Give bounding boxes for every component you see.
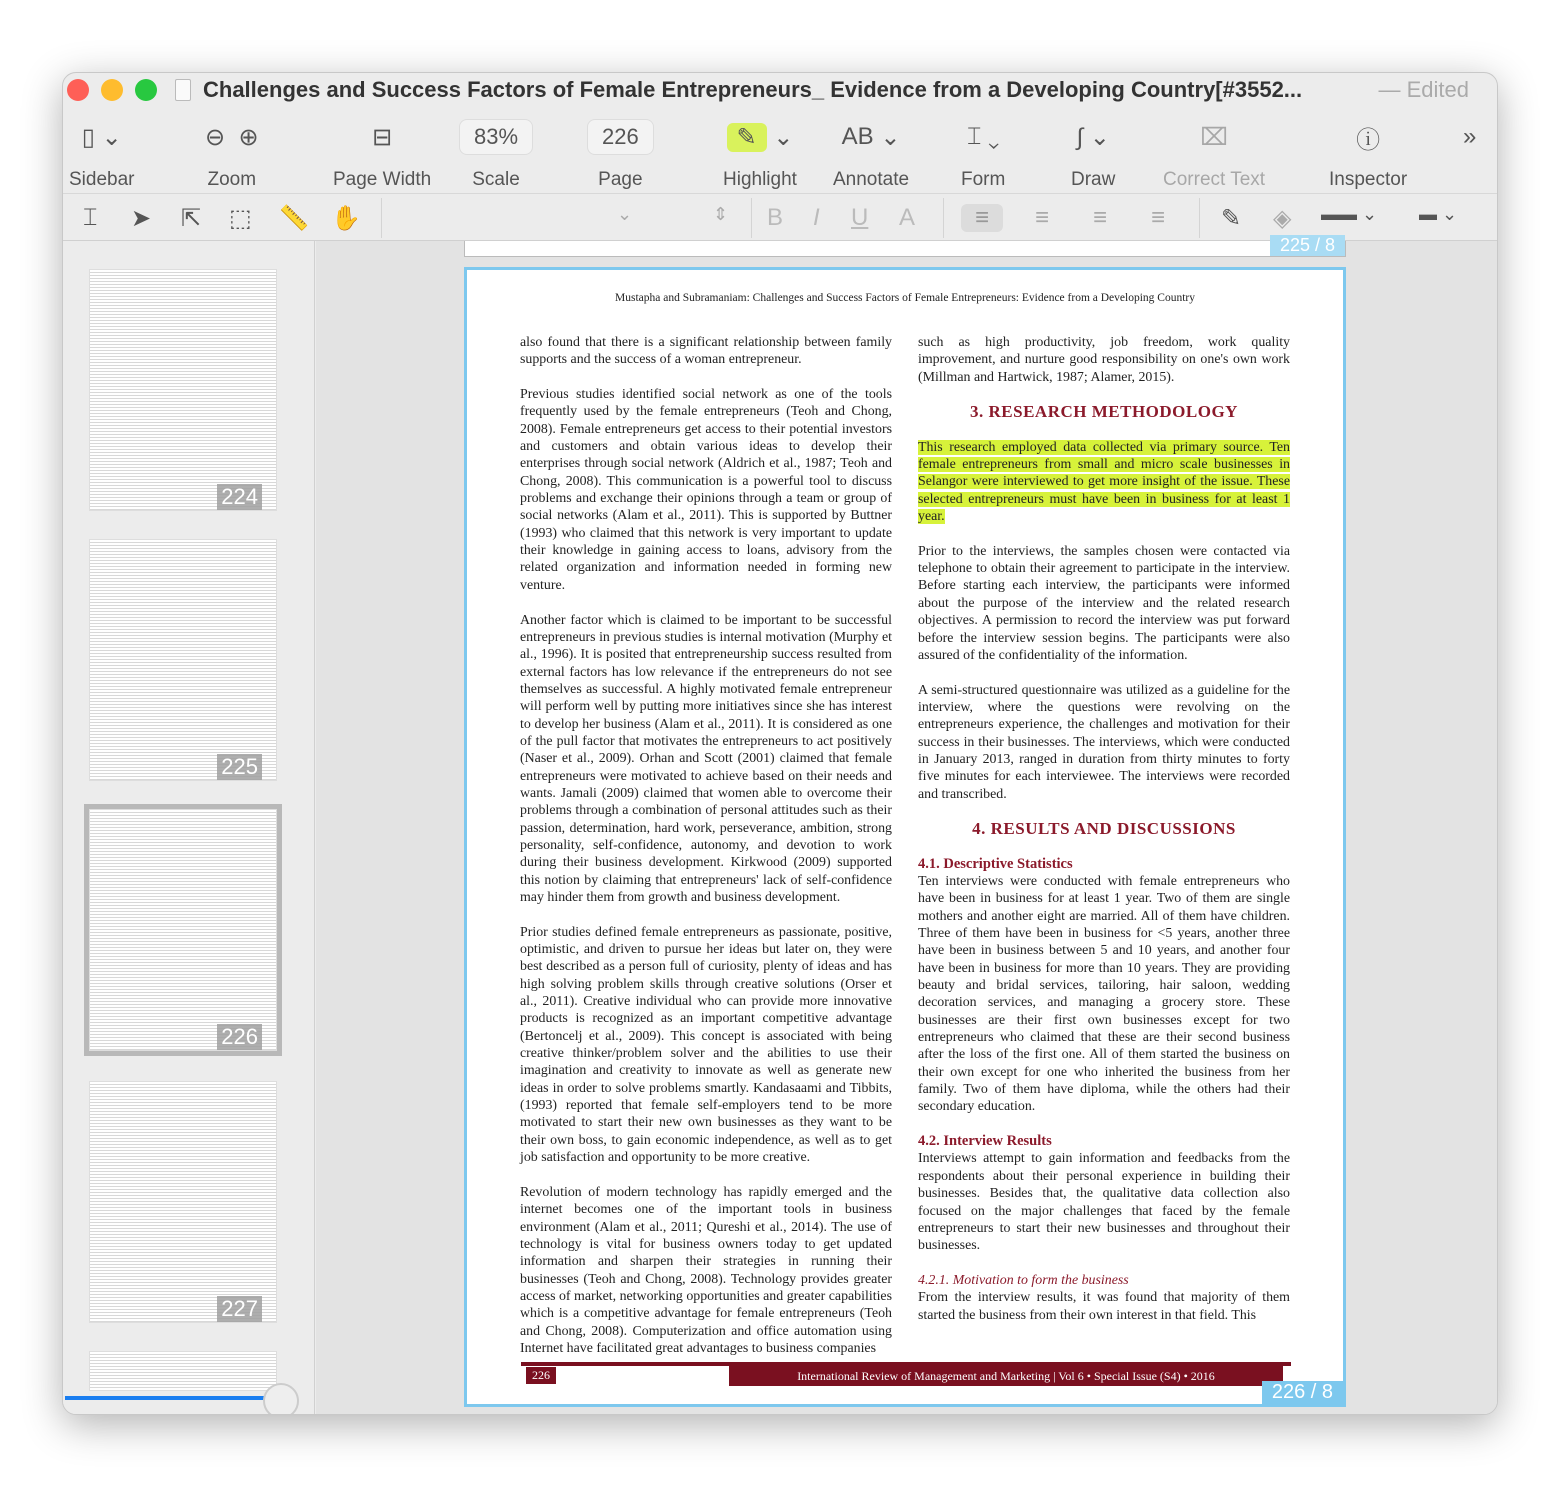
- paragraph: Previous studies identified social network as one of the tools frequently used by the female entrepreneurs (Teoh and Chong, 2008). Female entrepreneurs get access to their potential investors and customers and obtain various ideas to develop their enterprises through social network (Aldrich et al., 1987; Teoh and Chong, 2008). This communication is a powerful tool to discuss problems and exchange their opinions through a team or group of social networks (Alam et al., 2011). This is supported by Buttner (1993) who claimed that this network is very important to update their knowledge in gaining access to loans, advisory from the related organization and information needed in forming new venture.: [520, 387, 892, 593]
- draw-icon: ∫ ⌄: [1076, 123, 1110, 151]
- text-color-button[interactable]: A: [899, 204, 916, 231]
- right-column: [918, 334, 1290, 1341]
- zoom-buttons[interactable]: ⊖ ⊕ Zoom: [205, 117, 259, 191]
- paragraph: such as high productivity, job freedom, work quality improvement, and nurture good responsibility on one's own work (Millman and Hartwick, 1987; Alamer, 2015).: [918, 335, 1290, 385]
- section-heading: 4. RESULTS AND DISCUSSIONS: [972, 819, 1236, 839]
- form-icon: ⌶ ⌄: [966, 123, 1000, 150]
- inspector-button[interactable]: ⓘ Inspector: [1329, 117, 1407, 191]
- title-bar: [63, 73, 1497, 109]
- paragraph: Prior to the interviews, the samples chosen were contacted via telephone to obtain their agreement to participate in the interview. Before starting each interview, the participants were informed about the purpose of the interview and the related research objectives. A permission to record the interview was put forward before the interview session begins. The participants were also assured of the confidentiality of the information.: [918, 543, 1290, 663]
- highlighter-icon: ✎ ⌄: [723, 117, 797, 157]
- sidebar-button[interactable]: ▯ ⌄ Sidebar: [69, 117, 135, 191]
- previous-page: 225 / 8: [464, 241, 1346, 257]
- page-footer: [521, 1362, 1291, 1384]
- document-view[interactable]: [316, 235, 1498, 1415]
- toolbar: [63, 109, 1497, 193]
- correct-text-icon: ⌧: [1200, 123, 1228, 151]
- paragraph: A semi-structured questionnaire was utilized as a guideline for the interview, where the questions were revolving on the entrepreneurs experience, the challenges and motivation for their success in their businesses. The interviews, which were conducted in January 2013, ranged in duration from thirty minutes to forty five minutes for each interviewee. The interviews were recorded and transcribed.: [918, 682, 1290, 802]
- section-heading: 3. RESEARCH METHODOLOGY: [970, 402, 1238, 422]
- form-button[interactable]: ⌶ ⌄ Form: [961, 117, 1005, 191]
- annotate-icon: AB: [841, 123, 874, 150]
- more-button[interactable]: [1463, 117, 1476, 157]
- left-column: [520, 334, 892, 1375]
- paragraph: Revolution of modern technology has rapidly emerged and the internet becomes one of the important tools in business environment (Alam et al., 2011; Qureshi et al., 2014). The use of technology is vital for business owners today to get updated information and sharpen their strategies in running their businesses (Teoh and Chong, 2008). Technology provides greater access of market, networking opportunities and greater capabilities which is a competitive advantage for female entrepreneurs (Teoh and Chong, 2008). Computerization and office automation using Internet have facilitated great advantages to business companies: [520, 1184, 892, 1356]
- paragraph: Prior studies defined female entrepreneurs as passionate, positive, optimistic, and driven to pursue her ideas but later on, they were best described as a person full of curiosity, plenty of ideas and has high solving problem skills through creative solutions (Orser et al., 2011). Creative individual who can provide more innovative products is recognized as an important competitive advantage (Bertoncelj et al., 2009). This concept is associated with being creative thinker/problem solver and the abilities to use their imagination and creativity to innovate as well as generate new ideas in order to solve problems smartly. Kandasaami and Tibbits, (1993) reported that female self-employers tend to be more motivated to start their new own businesses as they want to be their own boss, to gain economic independence, as well as to get job satisfaction and opportunity to be more creative.: [520, 924, 892, 1166]
- fill-color-icon[interactable]: ◈: [1273, 205, 1292, 232]
- highlight-button[interactable]: ✎ ⌄ Highlight: [723, 117, 797, 191]
- text-select-icon[interactable]: ⌶: [83, 204, 98, 231]
- scale-field[interactable]: 83% Scale: [459, 117, 533, 191]
- page-width-button[interactable]: ⊟ Page Width: [333, 117, 431, 191]
- rect-select-icon[interactable]: ⬚: [229, 205, 252, 232]
- ruler-icon[interactable]: 📏: [279, 205, 309, 232]
- pdf-page[interactable]: [464, 267, 1346, 1407]
- correct-text-button[interactable]: ⌧ Correct Text: [1163, 117, 1265, 191]
- highlighted-text[interactable]: This research employed data collected via primary source. Ten female entrepreneurs from small and micro scale businesses in Selangor were interviewed to get more insight of the issue. These selected entrepreneurs must have been in business for at least 1 year.: [918, 439, 1290, 525]
- underline-button[interactable]: U: [851, 204, 869, 231]
- subsubsection-heading: 4.2.1. Motivation to form the business: [918, 1272, 1129, 1288]
- thumbnail-page[interactable]: 227: [89, 1081, 277, 1323]
- chevron-double-right-icon: »: [1463, 123, 1477, 150]
- align-left-button[interactable]: ≡: [961, 204, 1003, 232]
- font-size-stepper[interactable]: ⇕: [713, 204, 729, 224]
- page-width-icon: ⊟: [372, 123, 393, 151]
- thumbnail-page[interactable]: [89, 1351, 277, 1391]
- annotate-button[interactable]: AB ⌄ Annotate: [833, 123, 910, 190]
- pointer-icon[interactable]: ⇱: [181, 205, 202, 232]
- page-field[interactable]: 226 Page: [587, 117, 654, 191]
- align-center-button[interactable]: ≡: [1035, 204, 1050, 231]
- page-input[interactable]: 226: [587, 119, 654, 155]
- pen-color-icon[interactable]: ✎: [1221, 205, 1242, 232]
- thumbnail-page[interactable]: 225: [89, 539, 277, 781]
- justify-button[interactable]: ≡: [1151, 204, 1166, 231]
- document-icon[interactable]: [175, 79, 191, 101]
- zoom-out-in-icon: ⊖ ⊕: [205, 123, 259, 151]
- thumbnail-sidebar: [63, 241, 315, 1415]
- hand-icon[interactable]: ✋: [331, 205, 361, 232]
- close-button[interactable]: [67, 79, 89, 101]
- minimize-button[interactable]: [101, 79, 123, 101]
- arrow-select-icon[interactable]: ➤: [131, 205, 152, 232]
- paragraph: Ten interviews were conducted with female entrepreneurs who have been in business for at least 1 year. Two of them are single mothers and another eight are married. All of them have children. Three of them have been in business for <5 years, another three have been in business between 5 and 10 years, and another four have been in business for more than 10 years. They are providing beauty and bridal services, tailoring, hair saloon, wedding decoration services, and managing a grocery store. These businesses are their first own businesses except for two entrepreneurs who claimed that these are their second business after the loss of the first one. All of them started the business on their own except for one who inherited the business from her family. Two of them have diploma, while the others had their secondary education.: [918, 873, 1290, 1115]
- subsection-heading: 4.2. Interview Results: [918, 1133, 1052, 1150]
- page-indicator: 226 / 8: [1262, 1381, 1343, 1404]
- thumbnail-page[interactable]: 224: [89, 269, 277, 511]
- line-weight-dropdown[interactable]: ▬▬ ⌄: [1321, 204, 1378, 224]
- scroll-progress: [65, 1396, 265, 1400]
- paragraph: Interviews attempt to gain information and feedbacks from the respondents about their personal experience in building their businesses. Besides that, the qualitative data collection also focused on the major challenges that faced by the female entrepreneurs to start their new businesses and throughout their businesses.: [918, 1151, 1290, 1254]
- paragraph: Another factor which is claimed to be important to be successful entrepreneurs in previous studies is internal motivation (Murphy et al., 1996). It is posited that entrepreneurship success resulted from external factors has low relevance if the entrepreneurs do not see themselves as successful. A highly motivated female entrepreneur will perform well by putting more initiatives since she has interest to develop her business (Alam et al., 2011). It is considered as one of the pull factor that motivates the entrepreneurs to act positively (Naser et al., 2009). Orhan and Scott (2001) claimed that female entrepreneurs were motivated to achieve based on their needs and wants. Jamali (2009) claimed that women able to overcome their problems through a combination of personal attitudes such as their passion, determination, hard work, perseverance, ambition, strong personality, self-confidence, autonomy, and devotion to work during their business development. Kirkwood (2009) supported this notion by claiming that entrepreneurs' lack of self-confidence may hinder them from growth and business development.: [520, 612, 892, 905]
- scale-input[interactable]: 83%: [459, 119, 533, 155]
- paragraph: also found that there is a significant relationship between family supports and the success of a woman entrepreneur.: [520, 335, 892, 368]
- italic-button[interactable]: I: [813, 204, 820, 231]
- subsection-heading: 4.1. Descriptive Statistics: [918, 855, 1073, 872]
- info-icon: ⓘ: [1356, 126, 1381, 154]
- footer-journal: International Review of Management and Marketing | Vol 6 • Special Issue (S4) • 2016: [729, 1366, 1283, 1386]
- align-right-button[interactable]: ≡: [1093, 204, 1108, 231]
- edited-status: — Edited: [1378, 77, 1469, 102]
- paragraph: From the interview results, it was found that majority of them started the business from their own interest in that field. This: [918, 1290, 1290, 1323]
- thumbnail-page-selected[interactable]: 226: [89, 809, 277, 1051]
- preview-window: [62, 72, 1498, 1415]
- draw-button[interactable]: ∫ ⌄ Draw: [1071, 117, 1115, 191]
- resize-handle[interactable]: [263, 1383, 299, 1415]
- font-dropdown[interactable]: ⌄: [617, 204, 633, 224]
- bold-button[interactable]: B: [767, 204, 784, 231]
- sidebar-icon: ▯ ⌄: [81, 123, 122, 151]
- running-head: Mustapha and Subramaniam: Challenges and Success Factors of Female Entrepreneurs: Evidence from a Developing Country: [615, 292, 1195, 304]
- footer-page-number: 226: [525, 1366, 557, 1385]
- line-style-dropdown[interactable]: ▬ ⌄: [1419, 204, 1458, 224]
- format-bar: [63, 193, 1497, 241]
- zoom-button[interactable]: [135, 79, 157, 101]
- window-title: Challenges and Success Factors of Female Entrepreneurs_ Evidence from a Developing Country[#3552...: [203, 77, 1303, 102]
